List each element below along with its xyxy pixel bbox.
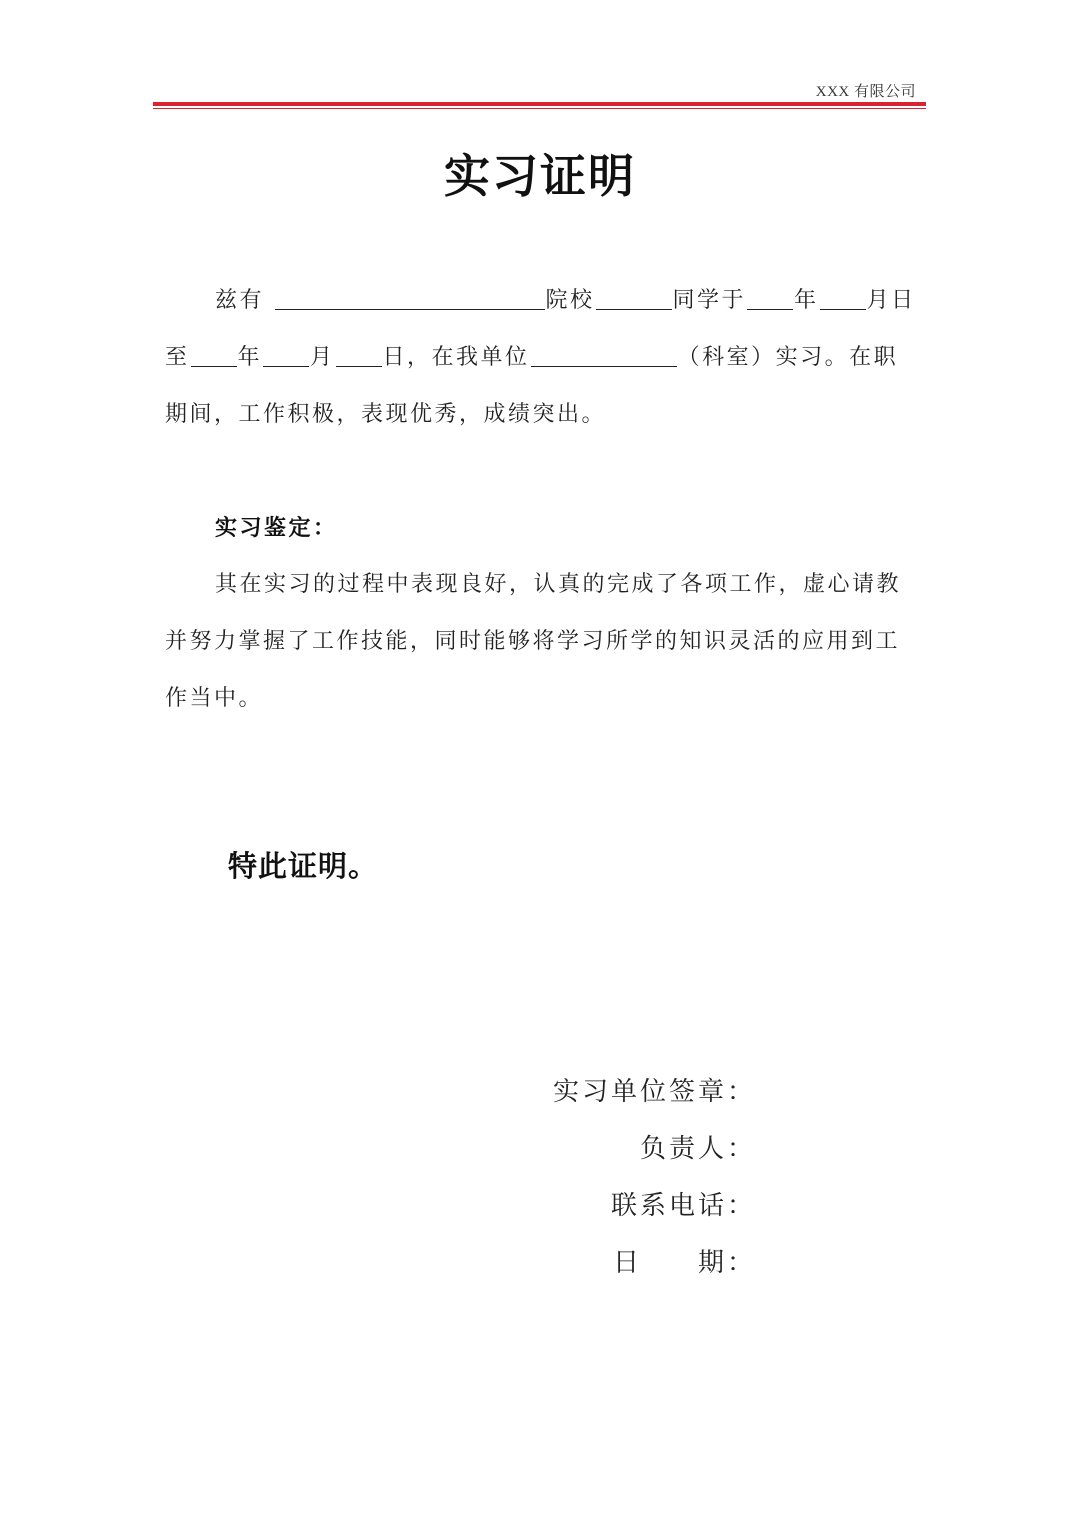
date-label-first: 日 (612, 1248, 642, 1278)
end-day-blank (336, 344, 382, 367)
header-company-name: XXX 有限公司 (815, 84, 916, 100)
department-blank (531, 344, 677, 367)
start-year-label: 年 (794, 288, 819, 313)
person-in-charge-label: 负责人： (639, 1134, 756, 1164)
evaluation-heading: 实习鉴定： (215, 515, 338, 541)
unit-seal-label: 实习单位签章： (552, 1077, 756, 1107)
start-day-label: 日至 (165, 288, 916, 370)
end-year-blank (191, 344, 237, 367)
end-month-label: 月 (310, 345, 335, 370)
evaluation-paragraph (165, 556, 917, 727)
signature-block (553, 1064, 756, 1292)
end-day-label: 日，在我单位 (382, 345, 530, 370)
student-blank (596, 287, 672, 310)
end-year-label: 年 (237, 345, 263, 370)
document-title: 实习证明 (444, 149, 636, 203)
department-suffix: （科室）实习。在职期间，工作积极，表现优秀，成绩突出。 (165, 345, 899, 427)
phone-label: 联系电话： (610, 1191, 756, 1221)
header-red-rule-thin (153, 108, 926, 109)
header-red-rule (153, 102, 926, 106)
evaluation-text: 其在实习的过程中表现良好，认真的完成了各项工作，虚心请教并努力掌握了工作技能，同时能够将学习所学的知识灵活的应用到工作当中。 (165, 572, 902, 711)
start-month-blank (820, 287, 866, 310)
school-blank (275, 287, 545, 310)
student-suffix: 同学于 (672, 288, 747, 313)
date-label (553, 1235, 756, 1292)
start-year-blank (747, 287, 793, 310)
school-suffix: 院校 (545, 288, 595, 313)
closing-statement: 特此证明。 (228, 849, 379, 883)
intro-prefix: 兹有 (215, 288, 265, 313)
date-label-second: 期： (697, 1248, 756, 1278)
end-month-blank (263, 344, 309, 367)
start-month-label: 月 (866, 288, 892, 313)
intro-paragraph (165, 272, 917, 443)
